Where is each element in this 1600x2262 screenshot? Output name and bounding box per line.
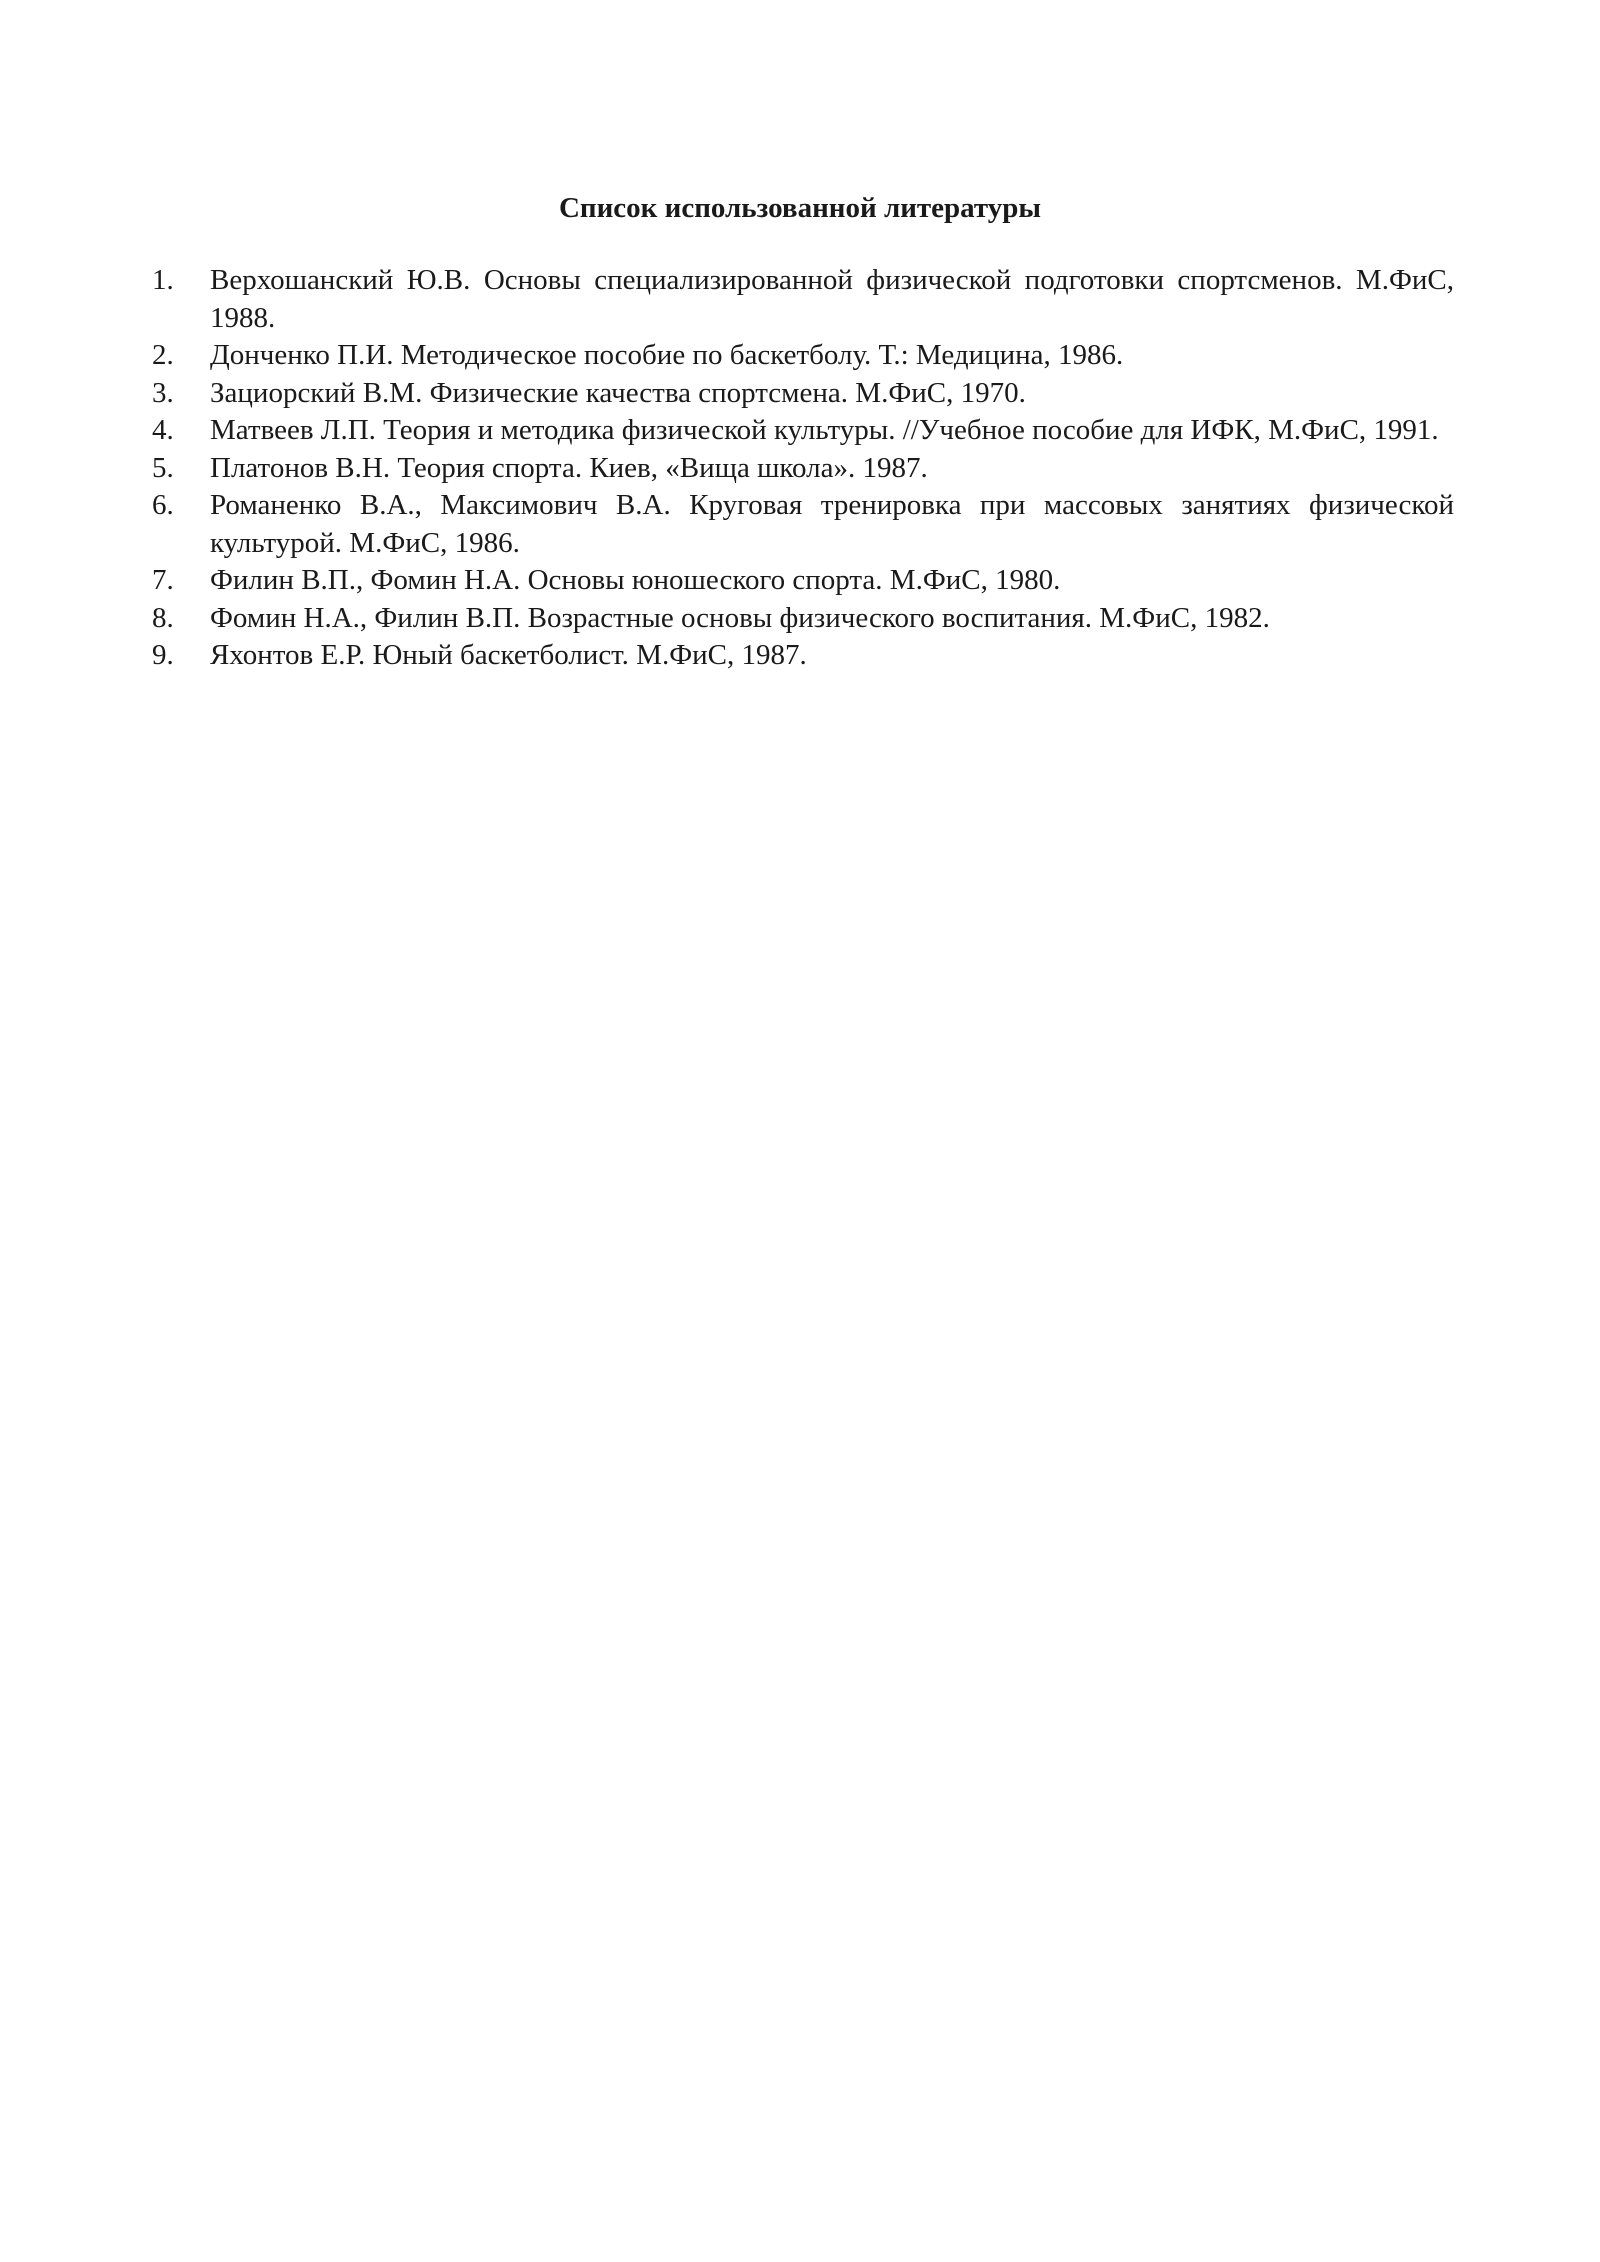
reference-text: Зациорский В.М. Физические качества спортсмена. М.ФиС, 1970.: [210, 376, 1026, 409]
reference-item: [152, 562, 1454, 600]
reference-item: [152, 487, 1454, 562]
reference-text: Филин В.П., Фомин Н.А. Основы юношеского спорта. М.ФиС, 1980.: [210, 564, 1061, 596]
reference-item: [152, 637, 1454, 675]
reference-number: 4.: [152, 414, 174, 446]
reference-text: Фомин Н.А., Филин В.П. Возрастные основы физического воспитания. М.ФиС, 1982.: [210, 601, 1270, 634]
reference-text: Платонов В.Н. Теория спорта. Киев, «Вища школа». 1987.: [210, 451, 928, 484]
reference-number: 6.: [152, 489, 174, 521]
reference-item: [152, 375, 1454, 413]
reference-list: [152, 262, 1454, 675]
reference-item: [152, 412, 1454, 450]
reference-text: Верхошанский Ю.В. Основы специализированной физической подготовки спортсменов. М.ФиС, 1988.: [210, 264, 1454, 334]
reference-text: Яхонтов Е.Р. Юный баскетболист. М.ФиС, 1987.: [210, 639, 807, 671]
reference-text: Матвеев Л.П. Теория и методика физической культуры. //Учебное пособие для ИФК, М.ФиС, 1991.: [210, 414, 1439, 446]
reference-item: [152, 600, 1454, 638]
reference-number: 8.: [152, 601, 174, 634]
reference-text: Романенко В.А., Максимович В.А. Круговая тренировка при массовых занятиях физической культурой. М.ФиС, 1986.: [210, 489, 1454, 559]
reference-item: [152, 450, 1454, 488]
reference-item: [152, 262, 1454, 337]
reference-number: 7.: [152, 564, 174, 596]
reference-number: 9.: [152, 639, 174, 671]
reference-item: [152, 337, 1454, 375]
reference-number: 5.: [152, 451, 174, 484]
reference-number: 2.: [152, 339, 174, 371]
reference-number: 3.: [152, 376, 174, 409]
page-title: Список использованной литературы: [558, 192, 1042, 224]
reference-text: Донченко П.И. Методическое пособие по баскетболу. Т.: Медицина, 1986.: [210, 339, 1124, 371]
reference-number: 1.: [152, 264, 174, 296]
